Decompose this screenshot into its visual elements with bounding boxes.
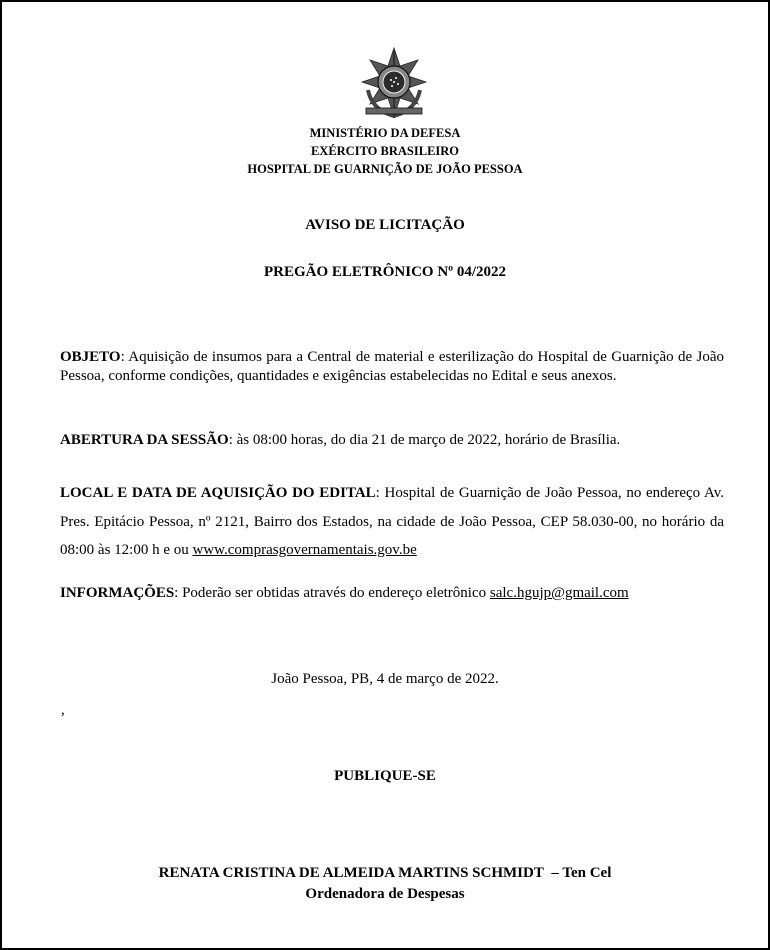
abertura-label: ABERTURA DA SESSÃO bbox=[60, 432, 229, 448]
stray-comma: , bbox=[61, 702, 65, 718]
header-hospital: HOSPITAL DE GUARNIÇÃO DE JOÃO PESSOA bbox=[247, 162, 523, 176]
objeto-label: OBJETO bbox=[60, 349, 121, 365]
date-line: João Pessoa, PB, 4 de março de 2022. bbox=[271, 671, 499, 687]
document-title: AVISO DE LICITAÇÃO bbox=[305, 217, 465, 233]
local-text: : Hospital de Guarnição de João Pessoa, no endereço Av. Pres. Epitácio Pessoa, nº 2121, Bairro dos Estados, na cidade de João Pessoa, CEP 58.030-00, no horário da 08:00 às 12:00 h e ou bbox=[60, 485, 724, 558]
signature-line bbox=[2, 863, 768, 884]
signature-name: RENATA CRISTINA DE ALMEIDA MARTINS SCHMIDT bbox=[158, 865, 544, 881]
local-label: LOCAL E DATA DE AQUISIÇÃO DO EDITAL bbox=[60, 485, 376, 501]
signature-role: Ordenadora de Despesas bbox=[305, 886, 465, 902]
compras-link[interactable]: www.comprasgovernamentais.gov.be bbox=[192, 542, 417, 558]
informacoes-label: INFORMAÇÕES bbox=[60, 585, 175, 601]
document-subtitle: PREGÃO ELETRÔNICO Nº 04/2022 bbox=[263, 264, 507, 280]
header-block bbox=[2, 124, 768, 178]
header-ministry: MINISTÉRIO DA DEFESA bbox=[309, 126, 461, 140]
signature-rank: – Ten Cel bbox=[551, 865, 612, 881]
objeto-text: : Aquisição de insumos para a Central de material e esterilização do Hospital de Guarnição de João Pessoa, conforme condições, quantidades e exigências estabelecidas no Edital e seus anexos. bbox=[60, 349, 724, 384]
signature-block bbox=[2, 863, 768, 905]
abertura-paragraph bbox=[60, 432, 724, 449]
objeto-paragraph bbox=[60, 348, 724, 385]
email-link[interactable]: salc.hgujp@gmail.com bbox=[489, 585, 629, 601]
informacoes-text: : Poderão ser obtidas através do endereço eletrônico bbox=[174, 585, 490, 601]
header-army: EXÉRCITO BRASILEIRO bbox=[310, 144, 460, 158]
publique-se: PUBLIQUE-SE bbox=[334, 768, 436, 784]
abertura-text: : às 08:00 horas, do dia 21 de março de 2022, horário de Brasília. bbox=[228, 432, 621, 448]
coat-of-arms-icon bbox=[358, 46, 430, 122]
informacoes-paragraph bbox=[60, 585, 724, 602]
local-paragraph bbox=[60, 479, 724, 565]
